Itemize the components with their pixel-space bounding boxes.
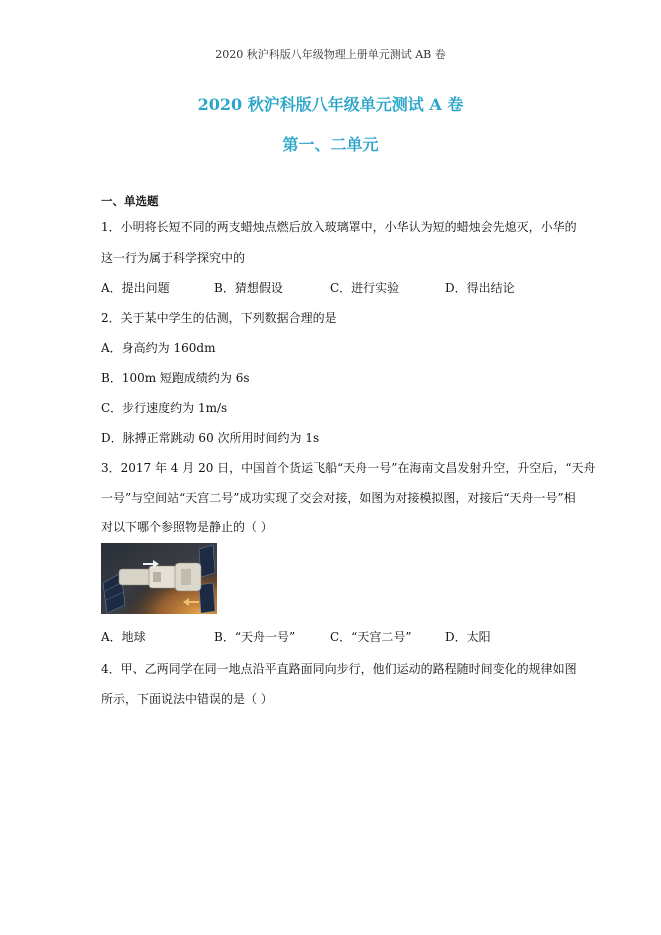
option-b: B．猜想假设 [214,281,283,295]
option-c: C．进行实验 [330,281,400,295]
option-a: A．提出问题 [101,281,170,295]
question-2-option-d: D．脉搏正常跳动 60 次所用时间约为 1s [101,431,320,445]
question-4-line-2: 所示，下面说法中错误的是（ ） [101,692,273,706]
option-b: B．“天舟一号” [214,630,296,644]
spacecraft-docking-image [101,543,217,614]
question-2-line-1: 2．关于某中学生的估测，下列数据合理的是 [101,311,337,325]
question-4-line-1: 4．甲、乙两同学在同一地点沿平直路面同向步行，他们运动的路程随时间变化的规律如图 [101,662,577,676]
option-d: D．得出结论 [445,281,515,295]
question-2-option-c: C．步行速度约为 1m/s [101,401,228,415]
question-2-option-b: B．100m 短跑成绩约为 6s [101,371,250,385]
question-1-line-2: 这一行为属于科学探究中的 [101,251,246,265]
section-heading: 一、单选题 [101,194,159,208]
question-2-option-a: A．身高约为 160dm [101,341,216,355]
question-3-line-3: 对以下哪个参照物是静止的（ ） [101,520,273,534]
option-a: A．地球 [101,630,146,644]
question-3-line-1: 3．2017 年 4 月 20 日，中国首个货运飞船“天舟一号”在海南文昌发射升空，升空后，“天舟 [101,461,596,475]
running-header: 2020 秋沪科版八年级物理上册单元测试 AB 卷 [215,48,446,61]
option-d: D．太阳 [445,630,491,644]
question-1-line-1: 1．小明将长短不同的两支蜡烛点燃后放入玻璃罩中，小华认为短的蜡烛会先熄灭，小华的 [101,220,577,234]
page-title: 2020 秋沪科版八年级单元测试 A 卷 [197,95,464,114]
option-c: C．“天宫二号” [330,630,412,644]
question-3-line-2: 一号”与空间站“天宫二号”成功实现了交会对接，如图为对接模拟图，对接后“天舟一号”相 [101,491,576,505]
page-subtitle: 第一、二单元 [282,135,379,154]
